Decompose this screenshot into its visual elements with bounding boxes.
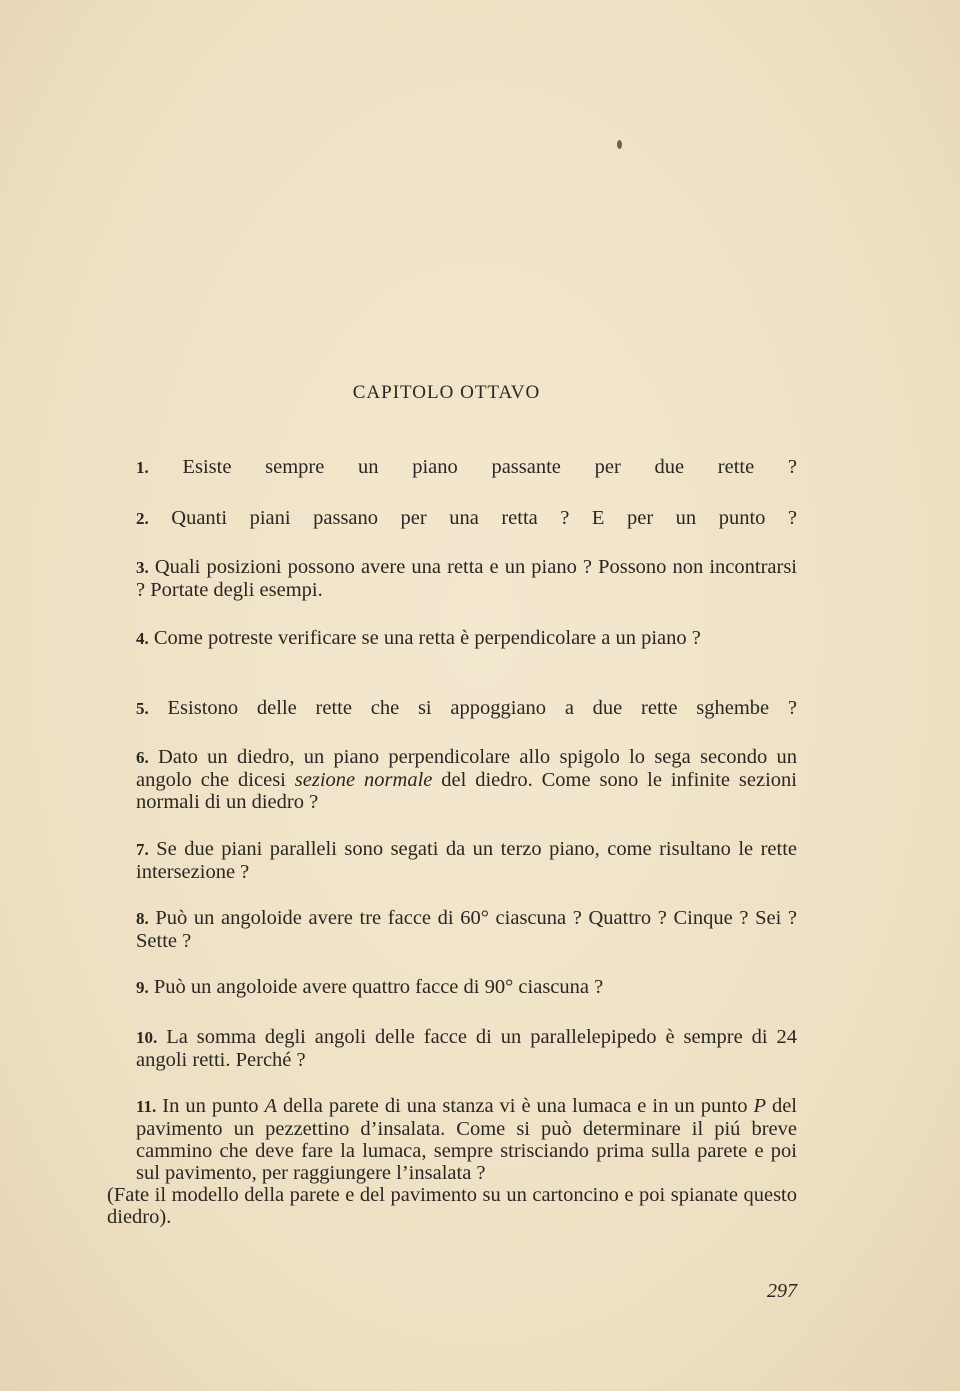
point-label: A — [264, 1095, 278, 1117]
exercise-number: 3. — [136, 558, 149, 577]
exercise-note: (Fate il modello della parete e del pavimento su un cartoncino e poi spianate questo diedro). — [107, 1184, 797, 1228]
exercise-text: Quali posizioni possono avere una retta e un piano ? Possono non incontrarsi ? Portate degli esempi. — [136, 556, 797, 601]
exercise-emphasis: sezione normale — [294, 769, 433, 791]
exercise-text: Esistono delle rette che si appoggiano a due rette sghembe ? — [167, 697, 797, 719]
ink-speck — [617, 140, 622, 149]
exercise-text: Quanti piani passano per una retta ? E per un punto ? — [171, 507, 798, 529]
exercise-text-before: Dato un diedro, un piano perpendicolare allo spigolo lo sega secondo un angolo che dicesi — [136, 746, 798, 791]
exercise-3 — [89, 556, 797, 601]
chapter-title: CAPITOLO OTTAVO — [352, 382, 541, 403]
exercise-11 — [89, 1095, 797, 1228]
exercise-number: 8. — [136, 909, 149, 928]
exercise-8 — [89, 907, 797, 952]
exercise-text: Come potreste verificare se una retta è perpendicolare a un piano ? — [153, 627, 701, 649]
exercise-text-a: In un punto — [162, 1095, 265, 1117]
exercise-text-after: del diedro. Come sono le infinite sezioni normali di un diedro ? — [136, 769, 798, 813]
exercise-6 — [89, 746, 797, 813]
exercise-number: 2. — [136, 509, 149, 528]
exercise-4 — [89, 627, 797, 650]
exercise-number: 5. — [136, 699, 149, 718]
exercise-number: 7. — [136, 840, 149, 859]
exercise-5 — [89, 697, 797, 720]
exercise-number: 1. — [136, 458, 149, 477]
exercise-2 — [89, 507, 797, 530]
exercise-number: 9. — [136, 978, 149, 997]
exercise-1 — [89, 456, 797, 479]
exercise-7 — [89, 838, 797, 883]
exercise-text: Può un angoloide avere quattro facce di 90° ciascuna ? — [153, 976, 604, 998]
exercise-text: La somma degli angoli delle facce di un parallelepipedo è sempre di 24 angoli retti. Perché ? — [136, 1026, 798, 1071]
point-label: P — [753, 1095, 766, 1117]
page-number: 297 — [767, 1280, 797, 1302]
exercise-10 — [89, 1026, 797, 1071]
exercise-number: 6. — [136, 748, 149, 767]
exercise-text: Esiste sempre un piano passante per due rette ? — [182, 456, 797, 478]
exercise-text: Se due piani paralleli sono segati da un terzo piano, come risultano le rette intersezione ? — [136, 838, 798, 883]
exercise-text: Può un angoloide avere tre facce di 60° ciascuna ? Quattro ? Cinque ? Sei ? Sette ? — [136, 907, 797, 952]
exercise-number: 4. — [136, 629, 149, 648]
exercise-text-b: della parete di una stanza vi è una lumaca e in un punto — [277, 1095, 754, 1117]
exercise-9 — [89, 976, 797, 999]
exercise-number: 10. — [136, 1028, 158, 1047]
exercise-number: 11. — [136, 1097, 157, 1116]
exercise-text-c: del pavimento un pezzettino d’insalata. Come si può determinare il piú breve cammino che deve fare la lumaca, sempre strisciando prima sulla parete e poi sul pavimento, per raggiungere l’insalata ? — [136, 1095, 798, 1184]
